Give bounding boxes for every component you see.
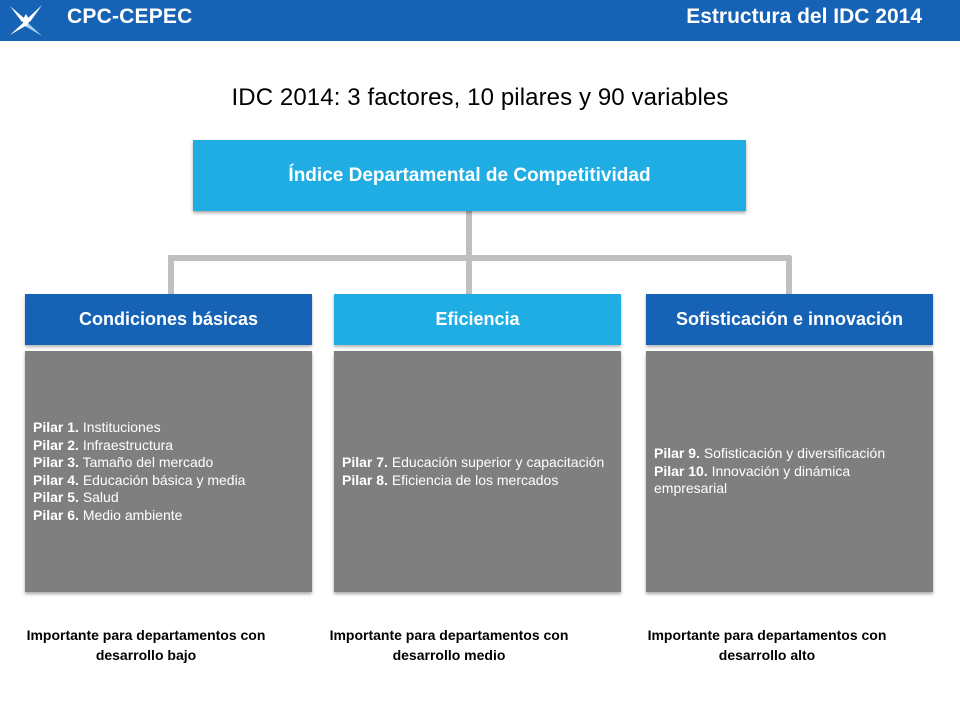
- note-desarrollo-bajo: Importante para departamentos con desarrollo bajo: [26, 627, 266, 663]
- pillar-number: Pilar 10.: [654, 462, 708, 479]
- note-desarrollo-medio: Importante para departamentos con desarrollo medio: [329, 627, 569, 663]
- pillar-number: Pilar 9.: [654, 445, 700, 462]
- pillar-item: [654, 445, 923, 463]
- pillar-item: [342, 454, 611, 472]
- pillar-number: Pilar 3.: [33, 454, 79, 470]
- pillars-box-eficiencia: [334, 351, 621, 592]
- diagram-title: IDC 2014: 3 factores, 10 pilares y 90 variables: [231, 84, 729, 111]
- factor-eficiencia: Eficiencia: [334, 294, 621, 345]
- pillar-number: Pilar 8.: [342, 471, 388, 488]
- pillar-name: Innovación y dinámica empresarial: [654, 462, 851, 497]
- pillar-number: Pilar 1.: [33, 419, 79, 435]
- pillars-box-condiciones-basicas: [25, 351, 312, 592]
- pillar-item: [342, 472, 611, 490]
- pillar-number: Pilar 7.: [342, 454, 388, 470]
- pillar-number: Pilar 5.: [33, 489, 79, 505]
- pillar-number: Pilar 6.: [33, 506, 79, 523]
- pillar-name: Salud: [82, 489, 119, 505]
- pillar-item: [33, 489, 302, 507]
- pillar-name: Tamaño del mercado: [82, 454, 214, 470]
- pillar-name: Eficiencia de los mercados: [391, 471, 559, 488]
- section-title: Estructura del IDC 2014: [686, 5, 922, 28]
- pillar-name: Sofisticación y diversificación: [703, 445, 886, 462]
- pillar-item: [33, 437, 302, 455]
- note-desarrollo-alto: Importante para departamentos con desarrollo alto: [647, 627, 887, 663]
- root-index-box: Índice Departamental de Competitividad: [193, 140, 746, 211]
- pillar-item: [654, 463, 923, 498]
- factor-sofisticacion-innovacion: Sofisticación e innovación: [646, 294, 933, 345]
- factor-condiciones-basicas: Condiciones básicas: [25, 294, 312, 345]
- pillar-name: Educación superior y capacitación: [391, 454, 605, 470]
- pillar-name: Instituciones: [82, 419, 161, 435]
- pillars-box-sofisticacion-innovacion: [646, 351, 933, 592]
- pillar-item: [33, 507, 302, 525]
- pillar-item: [33, 454, 302, 472]
- org-name: CPC-CEPEC: [67, 5, 193, 28]
- pillar-name: Medio ambiente: [82, 506, 183, 523]
- pillar-number: Pilar 2.: [33, 436, 79, 453]
- pillar-item: [33, 472, 302, 490]
- pillar-name: Infraestructura: [82, 436, 174, 453]
- pillar-number: Pilar 4.: [33, 471, 79, 488]
- pillar-item: [33, 419, 302, 437]
- pillar-name: Educación básica y media: [82, 471, 246, 488]
